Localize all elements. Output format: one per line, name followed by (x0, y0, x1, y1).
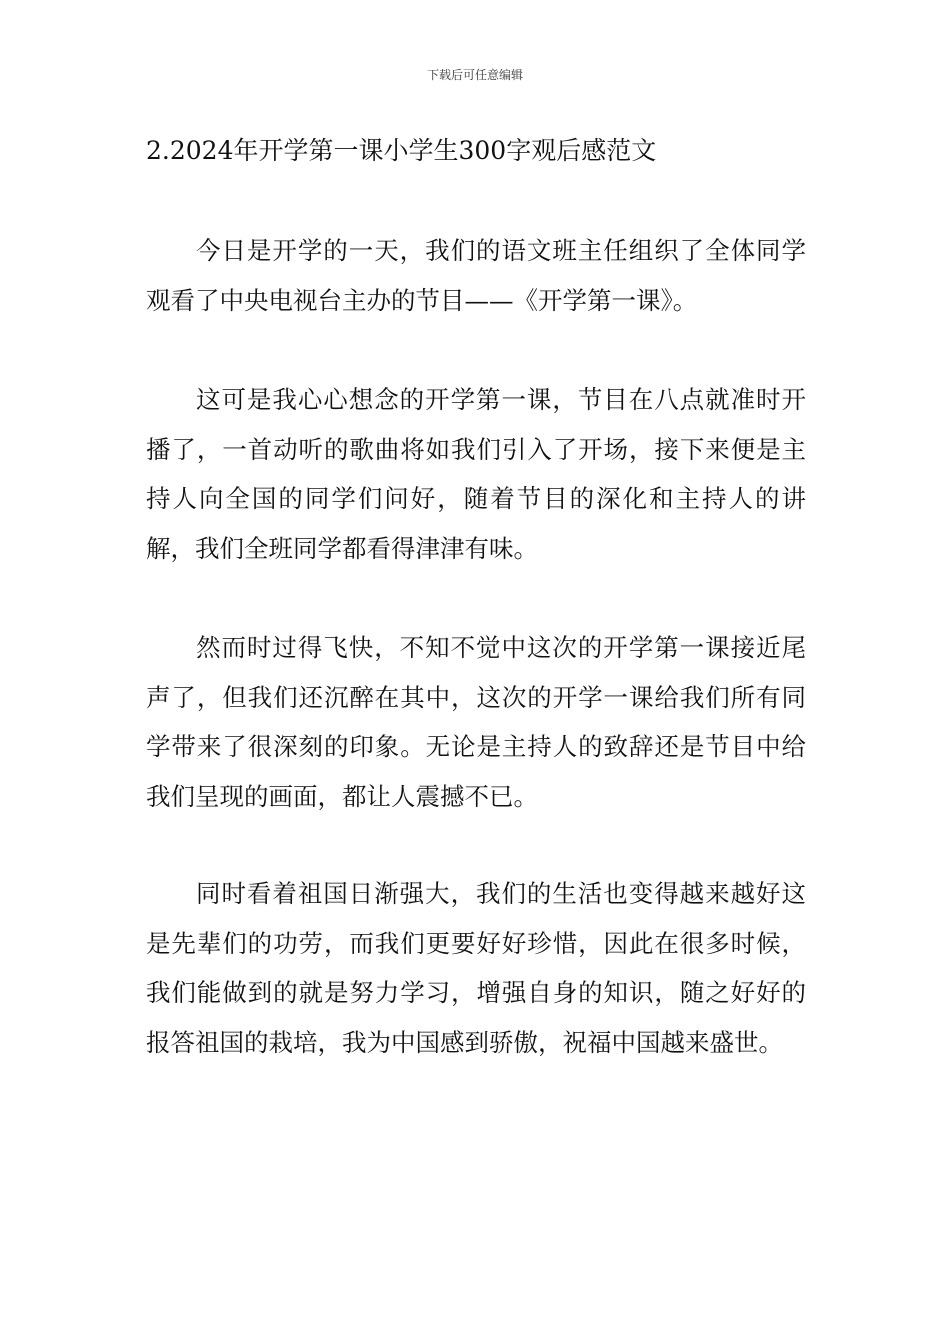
paragraph-1: 今日是开学的一天，我们的语文班主任组织了全体同学观看了中央电视台主办的节目——《开学第一课》。 (146, 236, 806, 315)
paragraph-2: 这可是我心心想念的开学第一课，节目在八点就准时开播了，一首动听的歌曲将如我们引入了开场，接下来便是主持人向全国的同学们问好，随着节目的深化和主持人的讲解，我们全班同学都看得津津有味。 (146, 385, 806, 563)
header-note: 下载后可任意编辑 (426, 68, 523, 82)
paragraph-3: 然而时过得飞快，不知不觉中这次的开学第一课接近尾声了，但我们还沉醉在其中，这次的开学一课给我们所有同学带来了很深刻的印象。无论是主持人的致辞还是节目中给我们呈现的画面，都让人震撼不已。 (146, 633, 806, 811)
document-title: 2.2024年开学第一课小学生300字观后感范文 (146, 136, 657, 165)
paragraph-4: 同时看着祖国日渐强大，我们的生活也变得越来越好这是先辈们的功劳，而我们更要好好珍惜，因此在很多时候，我们能做到的就是努力学习，增强自身的知识，随之好好的报答祖国的栽培，我为中国感到骄傲，祝福中国越来盛世。 (146, 879, 806, 1057)
